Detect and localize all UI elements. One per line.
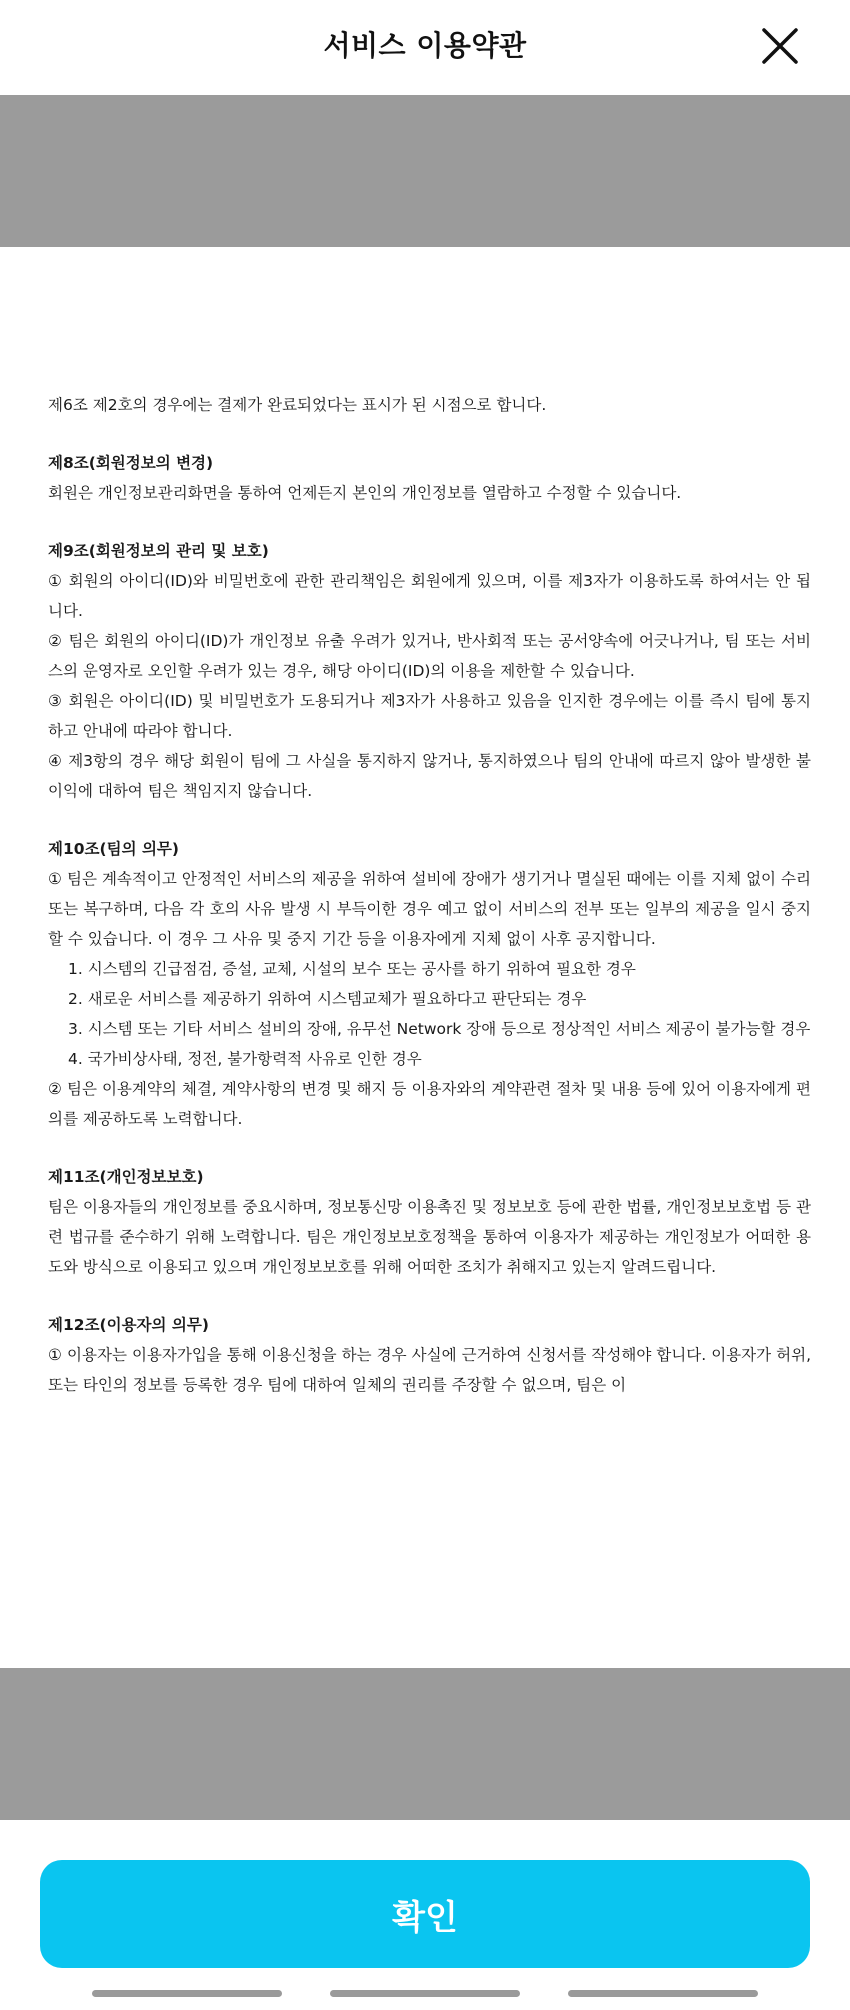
terms-intro: 제6조 제2호의 경우에는 결제가 완료되었다는 표시가 된 시점으로 합니다.	[48, 396, 547, 414]
list-item: 1. 시스템의 긴급점검, 증설, 교체, 시설의 보수 또는 공사를 하기 위하여 필요한 경우	[68, 960, 636, 978]
terms-content[interactable]	[48, 390, 811, 1400]
list-item: 4. 국가비상사태, 정전, 불가항력적 사유로 인한 경우	[68, 1050, 422, 1068]
home-indicator-bar	[330, 1990, 520, 1997]
section-article-12	[48, 1310, 811, 1400]
bottom-gray-overlay	[0, 1668, 850, 1820]
section-title: 제10조(팀의 의무)	[48, 840, 179, 858]
top-gray-overlay	[0, 95, 850, 247]
section-article-9	[48, 536, 811, 806]
close-button[interactable]	[756, 22, 804, 70]
list-item: 2. 새로운 서비스를 제공하기 위하여 시스템교체가 필요하다고 판단되는 경우	[68, 990, 587, 1008]
section-paragraph: ② 팀은 이용계약의 체결, 계약사항의 변경 및 해지 등 이용자와의 계약관련 절차 및 내용 등에 있어 이용자에게 편의를 제공하도록 노력합니다.	[48, 1080, 811, 1128]
section-article-11	[48, 1162, 811, 1282]
page-title: 서비스 이용약관	[323, 29, 527, 62]
confirm-button[interactable]: 확인	[40, 1860, 810, 1968]
section-paragraph: ④ 제3항의 경우 해당 회원이 팀에 그 사실을 통지하지 않거나, 통지하였으나 팀의 안내에 따르지 않아 발생한 불이익에 대하여 팀은 책임지지 않습니다.	[48, 752, 811, 800]
close-icon	[756, 22, 804, 70]
section-paragraph: 회원은 개인정보관리화면을 통하여 언제든지 본인의 개인정보를 열람하고 수정할 수 있습니다.	[48, 484, 682, 502]
section-title: 제8조(회원정보의 변경)	[48, 454, 214, 472]
section-title: 제11조(개인정보보호)	[48, 1168, 204, 1186]
section-paragraph: ② 팀은 회원의 아이디(ID)가 개인정보 유출 우려가 있거나, 반사회적 또는 공서양속에 어긋나거나, 팀 또는 서비스의 운영자로 오인할 우려가 있는 경우, 해당 아이디(ID)의 이용을 제한할 수 있습니다.	[48, 632, 811, 680]
section-title: 제9조(회원정보의 관리 및 보호)	[48, 542, 269, 560]
section-article-10	[48, 834, 811, 1134]
section-article-8	[48, 448, 811, 508]
section-paragraph: ① 팀은 계속적이고 안정적인 서비스의 제공을 위하여 설비에 장애가 생기거나 멸실된 때에는 이를 지체 없이 수리 또는 복구하며, 다음 각 호의 사유 발생 시 부득이한 경우 예고 없이 서비스의 전부 또는 일부의 제공을 일시 중지할 수 있습니다. 이 경우 그 사유 및 중지 기간 등을 이용자에게 지체 없이 사후 공지합니다.	[48, 870, 811, 948]
section-paragraph: ① 회원의 아이디(ID)와 비밀번호에 관한 관리책임은 회원에게 있으며, 이를 제3자가 이용하도록 하여서는 안 됩니다.	[48, 572, 811, 620]
section-paragraph: 팀은 이용자들의 개인정보를 중요시하며, 정보통신망 이용촉진 및 정보보호 등에 관한 법률, 개인정보보호법 등 관련 법규를 준수하기 위해 노력합니다. 팀은 개인정보보호정책을 통하여 이용자가 제공하는 개인정보가 어떠한 용도와 방식으로 이용되고 있으며 개인정보보호를 위해 어떠한 조치가 취해지고 있는지 알려드립니다.	[48, 1198, 811, 1276]
home-indicator-bar	[92, 1990, 282, 1997]
section-paragraph: ① 이용자는 이용자가입을 통해 이용신청을 하는 경우 사실에 근거하여 신청서를 작성해야 합니다. 이용자가 허위, 또는 타인의 정보를 등록한 경우 팀에 대하여 일체의 권리를 주장할 수 없으며, 팀은 이	[48, 1346, 811, 1394]
home-indicator-bar	[568, 1990, 758, 1997]
section-title: 제12조(이용자의 의무)	[48, 1316, 209, 1334]
list-item: 3. 시스템 또는 기타 서비스 설비의 장애, 유무선 Network 장애 등으로 정상적인 서비스 제공이 불가능할 경우	[68, 1020, 811, 1038]
section-paragraph: ③ 회원은 아이디(ID) 및 비밀번호가 도용되거나 제3자가 사용하고 있음을 인지한 경우에는 이를 즉시 팀에 통지하고 안내에 따라야 합니다.	[48, 692, 811, 740]
modal-header	[0, 0, 850, 95]
